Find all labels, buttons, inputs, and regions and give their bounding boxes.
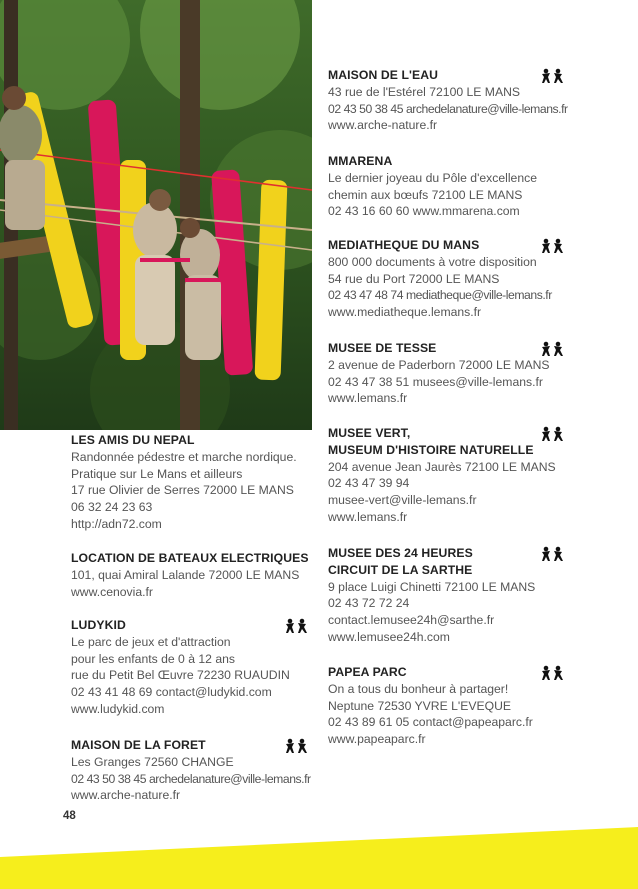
entry-title: LES AMIS DU NEPAL — [71, 433, 195, 447]
entry-contact-line: www.mediatheque.lemans.fr — [328, 305, 482, 320]
entry-text-line: 02 43 72 72 24 — [328, 596, 410, 611]
entry-text-line: 204 avenue Jean Jaurès 72100 LE MANS — [328, 459, 556, 474]
entry-contact-line: musee-vert@ville-lemans.fr — [328, 493, 477, 508]
entry-text-line: 43 rue de l'Estérel 72100 LE MANS — [328, 84, 521, 99]
entry-contact-line: www.lemans.fr — [328, 391, 408, 406]
entry-text-line: 06 32 24 23 63 — [71, 500, 153, 515]
entry-text-line: Les Granges 72560 CHANGE — [71, 754, 234, 769]
entry-title: LUDYKID — [71, 618, 126, 632]
kids-friendly-icon — [541, 341, 565, 357]
entry-contact-line: 02 43 41 48 69 contact@ludykid.com — [71, 685, 272, 700]
entry-title: MUSEUM D'HISTOIRE NATURELLE — [328, 442, 534, 457]
entry-contact-line: www.papeaparc.fr — [328, 732, 426, 747]
entry-text-line: Pratique sur Le Mans et ailleurs — [71, 466, 243, 481]
entry-text-line: chemin aux bœufs 72100 LE MANS — [328, 187, 523, 202]
entry-title: MUSEE DES 24 HEURES — [328, 546, 473, 560]
kids-friendly-icon — [285, 738, 309, 754]
entry-contact-line: www.cenovia.fr — [71, 584, 153, 599]
kids-friendly-icon — [541, 238, 565, 254]
entry-text-line: 17 rue Olivier de Serres 72000 LE MANS — [71, 483, 294, 498]
entry-contact-line: 02 43 47 48 74 mediatheque@ville-lemans.fr — [328, 288, 552, 303]
entry-title: MUSEE DE TESSE — [328, 341, 437, 355]
directory-entry — [328, 67, 568, 134]
entry-text-line: Neptune 72530 YVRE L'EVEQUE — [328, 698, 511, 713]
entry-text-line: 800 000 documents à votre disposition — [328, 254, 537, 269]
entry-text-line: rue du Petit Bel Œuvre 72230 RUAUDIN — [71, 668, 290, 683]
entry-contact-line: www.ludykid.com — [71, 701, 165, 716]
entry-title: LOCATION DE BATEAUX ELECTRIQUES — [71, 551, 309, 565]
entry-text-line: On a tous du bonheur à partager! — [328, 681, 509, 696]
entry-contact-line: www.arche-nature.fr — [328, 118, 438, 133]
kids-friendly-icon — [285, 618, 309, 634]
directory-entry — [328, 664, 568, 748]
kids-friendly-icon — [541, 426, 565, 442]
entry-text-line: 2 avenue de Paderborn 72000 LE MANS — [328, 357, 550, 372]
entry-contact-line: 02 43 50 38 45 archedelanature@ville-lemans.fr — [328, 101, 568, 116]
entry-title: MAISON DE LA FORET — [71, 738, 206, 752]
kids-friendly-icon — [541, 665, 565, 681]
entry-contact-line: www.arche-nature.fr — [71, 788, 181, 803]
directory-entry — [328, 153, 568, 220]
entry-text-line: pour les enfants de 0 à 12 ans — [71, 651, 235, 666]
directory-entry — [328, 545, 568, 646]
entry-text-line: 54 rue du Port 72000 LE MANS — [328, 271, 500, 286]
entry-text-line: 101, quai Amiral Lalande 72000 LE MANS — [71, 567, 300, 582]
directory-entry — [71, 617, 311, 718]
entry-contact-line: 02 43 50 38 45 archedelanature@ville-lemans.fr — [71, 771, 311, 786]
directory-entry — [71, 737, 311, 804]
directory-entry — [328, 237, 568, 321]
entry-text-line: Le dernier joyeau du Pôle d'excellence — [328, 170, 537, 185]
entry-contact-line: contact.lemusee24h@sarthe.fr — [328, 613, 495, 628]
kids-friendly-icon — [541, 68, 565, 84]
entry-text-line: Randonnée pédestre et marche nordique. — [71, 449, 297, 464]
directory-entry — [328, 425, 568, 526]
footer-yellow-band — [0, 809, 638, 889]
entry-title: MEDIATHEQUE DU MANS — [328, 238, 480, 252]
kids-friendly-icon — [541, 546, 565, 562]
entry-title: MAISON DE L'EAU — [328, 68, 439, 82]
directory-entry — [328, 340, 568, 407]
entry-text-line: 9 place Luigi Chinetti 72100 LE MANS — [328, 579, 536, 594]
entry-contact-line: http://adn72.com — [71, 516, 162, 531]
entry-contact-line: www.lemans.fr — [328, 509, 408, 524]
treetop-adventure-photo — [0, 0, 312, 430]
entry-title: PAPEA PARC — [328, 665, 407, 679]
entry-contact-line: www.lemusee24h.com — [328, 629, 450, 644]
page-number: 48 — [63, 810, 76, 822]
directory-entry — [71, 432, 311, 533]
directory-entry — [71, 550, 311, 600]
entry-contact-line: 02 43 89 61 05 contact@papeaparc.fr — [328, 715, 533, 730]
entry-text-line: 02 43 47 39 94 — [328, 476, 410, 491]
entry-title: CIRCUIT DE LA SARTHE — [328, 562, 473, 577]
entry-contact-line: 02 43 47 38 51 musees@ville-lemans.fr — [328, 374, 543, 389]
entry-title: MMARENA — [328, 154, 393, 168]
entry-title: MUSEE VERT, — [328, 426, 411, 440]
entry-text-line: Le parc de jeux et d'attraction — [71, 634, 231, 649]
entry-contact-line: 02 43 16 60 60 www.mmarena.com — [328, 204, 520, 219]
